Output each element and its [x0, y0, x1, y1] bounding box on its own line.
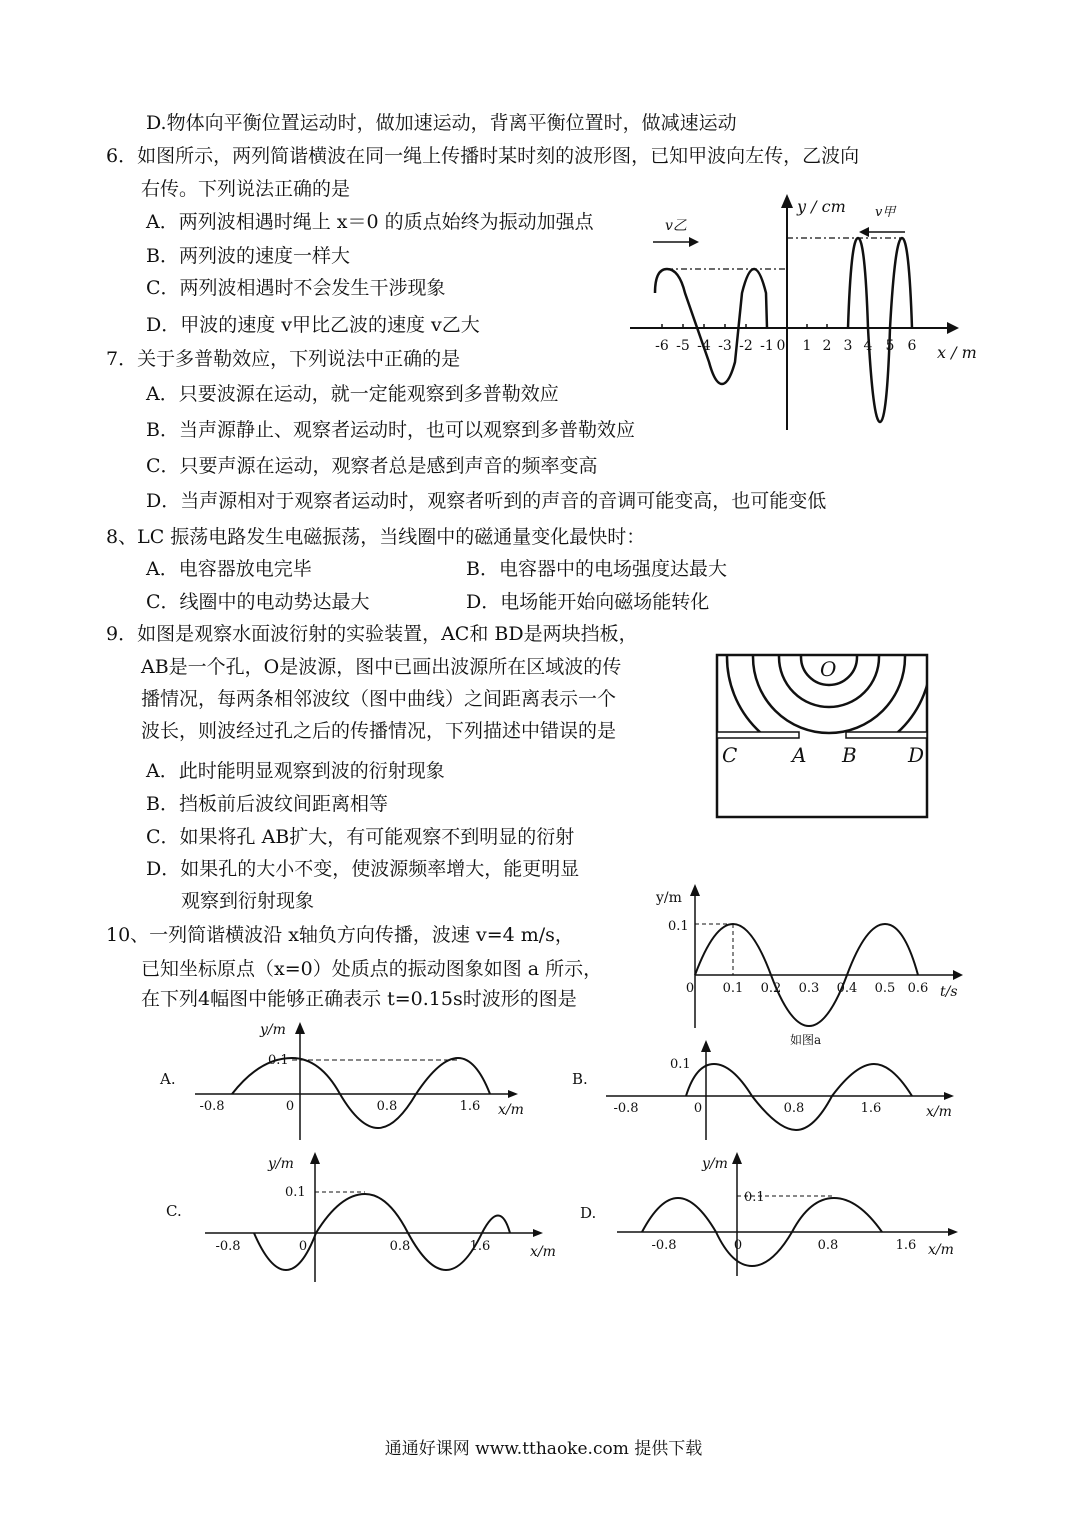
q8-option-b: B．电容器中的电场强度达最大	[466, 558, 727, 580]
opt-a-tick: -0.8	[199, 1099, 225, 1114]
q6-v-jia: v甲	[875, 205, 896, 220]
q6-tick: 6	[907, 338, 917, 354]
q6-tick: -4	[697, 338, 711, 354]
opt-d-xlabel: x/m	[928, 1242, 954, 1258]
q6-tick: 2	[822, 338, 832, 354]
figa-tick: 0.2	[760, 981, 782, 996]
opt-a-label: A.	[160, 1070, 176, 1088]
q6-tick: -5	[676, 338, 690, 354]
figa-ylabel: y/m	[656, 890, 682, 906]
q6-tick: -6	[655, 338, 669, 354]
opt-a-ylabel: y/m	[260, 1022, 286, 1038]
opt-a-amp: 0.1	[268, 1053, 289, 1068]
figa-tick: 0	[685, 981, 695, 996]
figa-tick: 0.4	[836, 981, 858, 996]
opt-c-ylabel: y/m	[268, 1156, 294, 1172]
q9-option-a: A．此时能明显观察到波的衍射现象	[146, 760, 445, 782]
figa-xlabel: t/s	[940, 984, 958, 1000]
opt-a-tick: 1.6	[459, 1099, 481, 1114]
opt-b-tick: -0.8	[613, 1101, 639, 1116]
wave-jia	[848, 238, 912, 422]
opt-c-amp: 0.1	[285, 1185, 306, 1200]
opt-c-tick: -0.8	[215, 1239, 241, 1254]
label-c: C	[722, 743, 738, 767]
label-b: B	[842, 743, 857, 767]
q7-option-a: A．只要波源在运动，就一定能观察到多普勒效应	[146, 383, 559, 405]
q9-option-d-line1: D．如果孔的大小不变，使波源频率增大，能更明显	[146, 858, 580, 880]
q6-tick: 0	[776, 338, 786, 354]
wave-yi	[655, 269, 767, 384]
q6-tick: 4	[863, 338, 873, 354]
q9-stem-line1: 9．如图是观察水面波衍射的实验装置，AC和 BD是两块挡板，	[106, 623, 638, 645]
q6-tick: -3	[718, 338, 732, 354]
barrier-bd	[846, 732, 927, 738]
label-o: O	[820, 657, 837, 681]
opt-a-tick: 0	[285, 1099, 295, 1114]
q7-option-d: D．当声源相对于观察者运动时，观察者听到的声音的音调可能变高，也可能变低	[146, 490, 827, 512]
q8-stem: 8、LC 振荡电路发生电磁振荡，当线圈中的磁通量变化最快时：	[106, 526, 646, 548]
opt-b-tick: 1.6	[860, 1101, 882, 1116]
q6-tick: 3	[843, 338, 853, 354]
opt-d-tick: 1.6	[895, 1238, 917, 1253]
q8-option-c: C．线圈中的电动势达最大	[146, 591, 370, 613]
q6-option-b: B．两列波的速度一样大	[146, 245, 350, 267]
opt-b-xlabel: x/m	[926, 1104, 952, 1120]
q9-stem-line4: 波长，则波经过孔之后的传播情况，下列描述中错误的是	[141, 720, 617, 742]
q7-option-c: C．只要声源在运动，观察者总是感到声音的频率变高	[146, 455, 598, 477]
q9-option-b: B．挡板前后波纹间距离相等	[146, 793, 388, 815]
q6-ylabel: y / cm	[797, 197, 846, 216]
figa-caption: 如图a	[790, 1033, 822, 1047]
opt-c-tick: 0	[298, 1239, 308, 1254]
q10-figure-a	[650, 880, 970, 1050]
opt-b-tick: 0.8	[783, 1101, 805, 1116]
figa-tick: 0.5	[874, 981, 896, 996]
q9-diffraction-figure	[714, 652, 930, 820]
q9-stem-line2: AB是一个孔，O是波源，图中已画出波源所在区域波的传	[141, 656, 622, 678]
q6-option-d: D．甲波的速度 v甲比乙波的速度 v乙大	[146, 314, 480, 336]
q5-option-d: D.物体向平衡位置运动时，做加速运动，背离平衡位置时，做减速运动	[146, 112, 737, 134]
label-a: A	[792, 743, 807, 767]
opt-c-xlabel: x/m	[530, 1244, 556, 1260]
opt-b-amp: 0.1	[670, 1057, 691, 1072]
opt-c-tick: 0.8	[389, 1239, 411, 1254]
opt-b-tick: 0	[693, 1101, 703, 1116]
y-axis-arrow	[781, 194, 793, 208]
q7-stem: 7．关于多普勒效应，下列说法中正确的是	[106, 348, 461, 370]
opt-b-label: B.	[572, 1070, 588, 1088]
q6-stem-line2: 右传。下列说法正确的是	[141, 178, 351, 200]
q10-stem-line1: 10、一列简谐横波沿 x轴负方向传播，波速 v=4 m/s，	[106, 924, 574, 946]
label-d: D	[908, 743, 925, 767]
page-footer: 通通好课网 www.tthaoke.com 提供下载	[384, 1439, 703, 1459]
figa-tick: 0.3	[798, 981, 820, 996]
q10-stem-line3: 在下列4幅图中能够正确表示 t=0.15s时波形的图是	[141, 988, 577, 1010]
opt-c-label: C.	[166, 1202, 182, 1220]
opt-a-xlabel: x/m	[498, 1102, 524, 1118]
figa-tick: 0.1	[722, 981, 744, 996]
q9-option-d-line2: 观察到衍射现象	[181, 890, 315, 912]
barrier-ac	[717, 732, 799, 738]
q6-tick: 1	[802, 338, 812, 354]
q8-option-d: D．电场能开始向磁场能转化	[466, 591, 710, 613]
opt-d-tick: 0.8	[817, 1238, 839, 1253]
opt-d-tick: 0	[733, 1238, 743, 1253]
q6-option-c: C．两列波相遇时不会发生干涉现象	[146, 277, 446, 299]
q9-option-c: C．如果将孔 AB扩大，有可能观察不到明显的衍射	[146, 826, 575, 848]
q6-tick: -1	[760, 338, 774, 354]
q10-option-c-graph	[160, 1148, 570, 1283]
q6-wave-figure	[625, 192, 975, 442]
q10-option-b-graph	[566, 1040, 976, 1140]
q10-stem-line2: 已知坐标原点（x=0）处质点的振动图象如图 a 所示，	[141, 958, 603, 980]
opt-a-tick: 0.8	[376, 1099, 398, 1114]
q6-xlabel: x / m	[937, 343, 977, 362]
opt-c-tick: 1.6	[469, 1239, 491, 1254]
q9-stem-line3: 播情况，每两条相邻波纹（图中曲线）之间距离表示一个	[141, 688, 617, 710]
q6-tick: -2	[739, 338, 753, 354]
figa-amp: 0.1	[668, 919, 689, 934]
q6-stem-line1: 6．如图所示，两列简谐横波在同一绳上传播时某时刻的波形图，已知甲波向左传，乙波向	[106, 145, 860, 167]
q8-option-a: A．电容器放电完毕	[146, 558, 312, 580]
opt-d-label: D.	[580, 1204, 597, 1222]
q10-option-d-graph	[572, 1148, 976, 1278]
q6-option-a: A．两列波相遇时绳上 x＝0 的质点始终为振动加强点	[146, 211, 594, 233]
opt-d-amp: 0.1	[744, 1190, 765, 1205]
q7-option-b: B．当声源静止、观察者运动时，也可以观察到多普勒效应	[146, 419, 635, 441]
q6-v-yi: v乙	[665, 218, 687, 234]
figa-tick: 0.6	[907, 981, 929, 996]
opt-d-ylabel: y/m	[702, 1156, 728, 1172]
x-axis-arrow	[947, 322, 959, 334]
q10-option-a-graph	[150, 1022, 550, 1142]
q6-tick: 5	[885, 338, 895, 354]
opt-d-tick: -0.8	[651, 1238, 677, 1253]
